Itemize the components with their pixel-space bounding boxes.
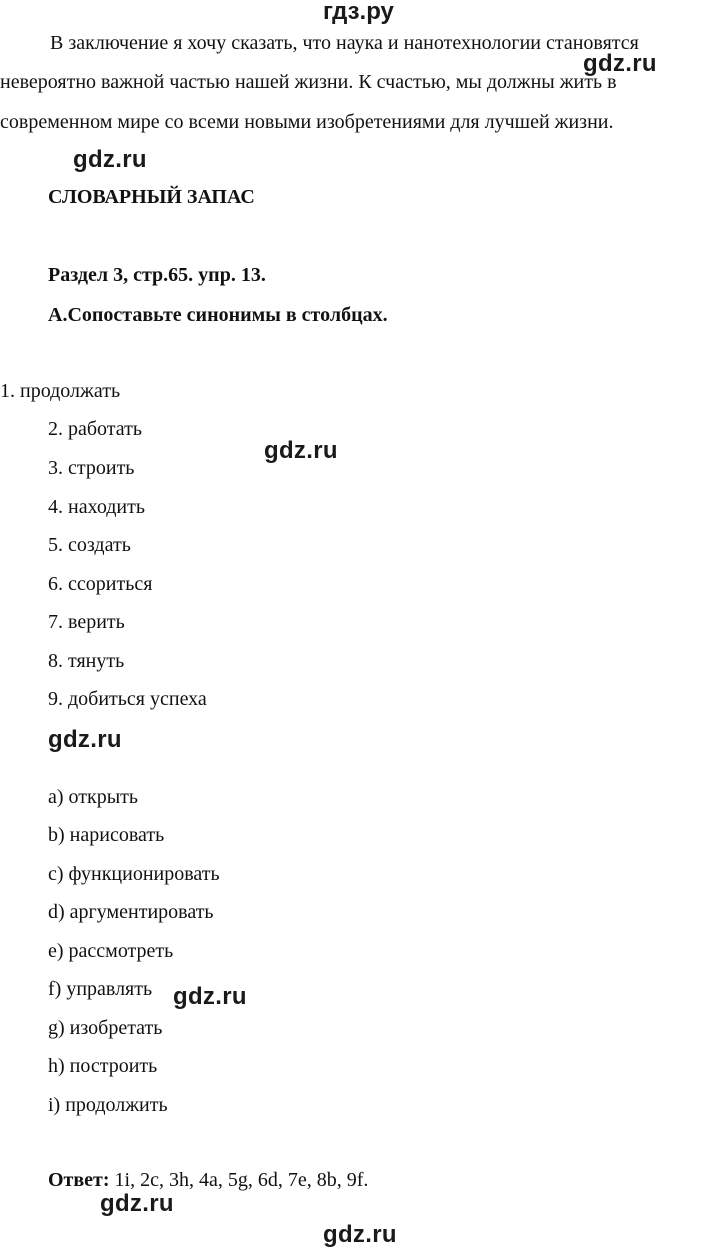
watermark: gdz.ru	[264, 437, 338, 464]
list-item: d) аргументировать	[48, 901, 214, 923]
list-item: c) функционировать	[48, 863, 220, 885]
list-item: 6. ссориться	[48, 573, 153, 595]
list-item: 2. работать	[48, 418, 142, 440]
watermark: gdz.ru	[173, 983, 247, 1010]
list-item: 5. создать	[48, 534, 131, 556]
watermark: gdz.ru	[100, 1190, 174, 1217]
watermark: gdz.ru	[583, 50, 657, 77]
answer-label: Ответ:	[48, 1169, 110, 1191]
exercise-reference: Раздел 3, стр.65. упр. 13.	[48, 264, 266, 286]
watermark: gdz.ru	[323, 1221, 397, 1248]
section-heading: СЛОВАРНЫЙ ЗАПАС	[48, 186, 255, 208]
list-item: a) открыть	[48, 786, 139, 808]
list-item: e) рассмотреть	[48, 940, 174, 962]
list-item: 1. продолжать	[0, 380, 121, 402]
task-instruction: А.Сопоставьте синонимы в столбцах.	[48, 304, 388, 326]
list-item: 3. строить	[48, 457, 135, 479]
site-title: гдз.ру	[323, 0, 394, 25]
list-item: f) управлять	[48, 978, 153, 1000]
list-item: 7. верить	[48, 611, 125, 633]
paragraph-line-1: В заключение я хочу сказать, что наука и нанотехнологии становятся	[50, 32, 639, 54]
list-item: g) изобретать	[48, 1017, 163, 1039]
list-item: 4. находить	[48, 496, 145, 518]
list-item: b) нарисовать	[48, 824, 165, 846]
paragraph-line-2: невероятно важной частью нашей жизни. К счастью, мы должны жить в	[0, 71, 617, 93]
watermark: gdz.ru	[48, 726, 122, 753]
paragraph-line-3: современном мире со всеми новыми изобретениями для лучшей жизни.	[0, 111, 614, 133]
list-item: 8. тянуть	[48, 650, 125, 672]
list-item: i) продолжить	[48, 1094, 168, 1116]
list-item: 9. добиться успеха	[48, 688, 207, 710]
answer-text: 1i, 2c, 3h, 4a, 5g, 6d, 7e, 8b, 9f.	[114, 1169, 369, 1191]
answer-line	[48, 1169, 368, 1192]
watermark: gdz.ru	[73, 146, 147, 173]
list-item: h) построить	[48, 1055, 158, 1077]
